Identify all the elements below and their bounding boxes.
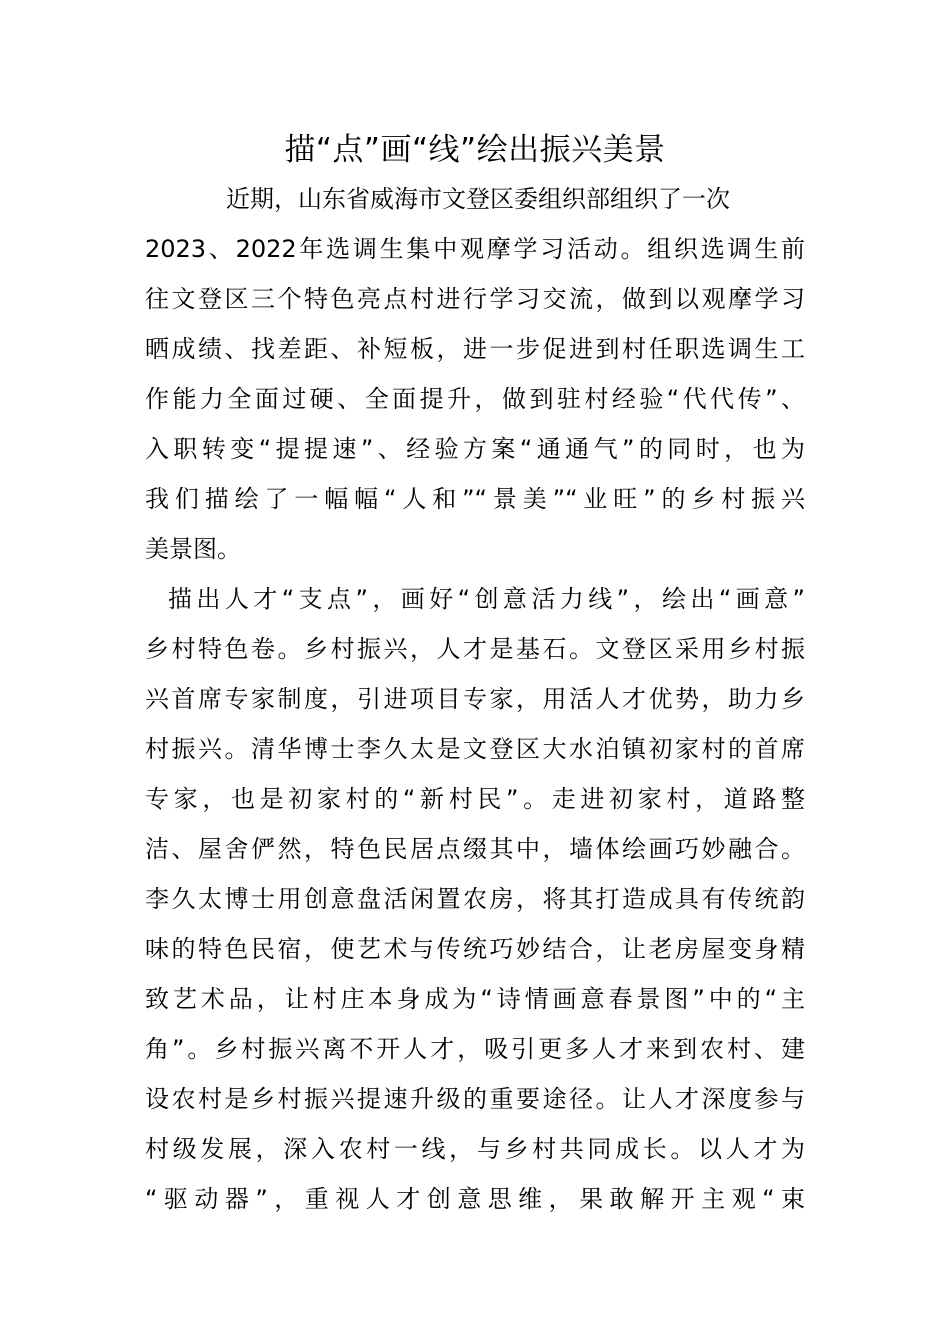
paragraph-1-line-8: 美景图。 xyxy=(145,535,241,563)
paragraph-2-line-4: 村振兴。清华博士李久太是文登区大水泊镇初家村的首席 xyxy=(145,735,805,763)
paragraph-1-line-6: 入职转变“提提速”、经验方案“通通气”的同时，也为 xyxy=(145,435,805,463)
paragraph-2-line-9: 致艺术品，让村庄本身成为“诗情画意春景图”中的“主 xyxy=(145,985,805,1013)
paragraph-2-line-12: 村级发展，深入农村一线，与乡村共同成长。以人才为 xyxy=(145,1135,805,1163)
paragraph-1-line-4: 晒成绩、找差距、补短板，进一步促进到村任职选调生工 xyxy=(145,335,805,363)
paragraph-2-line-7: 李久太博士用创意盘活闲置农房，将其打造成具有传统韵 xyxy=(145,885,805,913)
paragraph-2-line-5: 专家，也是初家村的“新村民”。走进初家村，道路整 xyxy=(145,785,805,813)
paragraph-2-line-11: 设农村是乡村振兴提速升级的重要途径。让人才深度参与 xyxy=(145,1085,805,1113)
paragraph-2-line-2: 乡村特色卷。乡村振兴，人才是基石。文登区采用乡村振 xyxy=(145,635,805,663)
paragraph-2-line-3: 兴首席专家制度，引进项目专家，用活人才优势，助力乡 xyxy=(145,685,805,713)
paragraph-2-line-10: 角”。乡村振兴离不开人才，吸引更多人才来到农村、建 xyxy=(145,1035,805,1063)
paragraph-1-line-7: 我们描绘了一幅幅“人和”“景美”“业旺”的乡村振兴 xyxy=(145,485,805,513)
document-title: 描“点”画“线”绘出振兴美景 xyxy=(284,132,666,168)
paragraph-2-line-8: 味的特色民宿，使艺术与传统巧妙结合，让老房屋变身精 xyxy=(145,935,805,963)
paragraph-2-line-13: “驱动器”，重视人才创意思维，果敢解开主观“束 xyxy=(145,1185,805,1213)
paragraph-2-line-1: 描出人才“支点”，画好“创意活力线”，绘出“画意” xyxy=(168,585,805,613)
paragraph-1-line-3: 往文登区三个特色亮点村进行学习交流，做到以观摩学习 xyxy=(145,285,805,313)
paragraph-2-line-6: 洁、屋舍俨然，特色民居点缀其中，墙体绘画巧妙融合。 xyxy=(145,835,805,863)
paragraph-1-line-2: 2023、2022年选调生集中观摩学习活动。组织选调生前 xyxy=(145,235,805,263)
paragraph-1-line-1: 近期，山东省威海市文登区委组织部组织了一次 xyxy=(226,185,730,213)
paragraph-1-line-5: 作能力全面过硬、全面提升，做到驻村经验“代代传”、 xyxy=(145,385,805,413)
